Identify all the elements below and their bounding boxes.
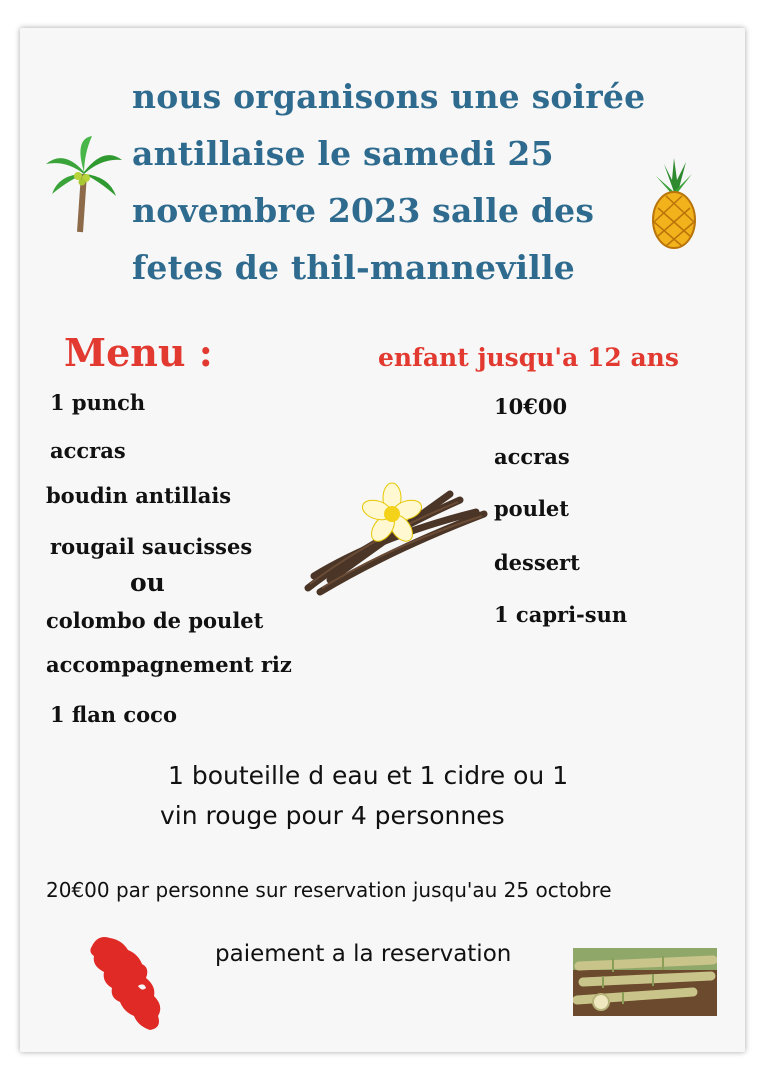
drinks-line: 1 bouteille d eau et 1 cidre ou 1: [168, 761, 569, 790]
menu-heading: Menu :: [64, 330, 213, 375]
enfant-item: dessert: [494, 550, 580, 575]
enfant-item: 1 capri-sun: [494, 602, 628, 627]
price-info: 20€00 par personne sur reservation jusqu'au 25 octobre: [46, 878, 612, 902]
enfant-item: 10€00: [494, 394, 568, 419]
martinique-map-icon: [84, 932, 174, 1032]
event-title: [132, 68, 645, 296]
menu-item: 1 punch: [50, 390, 146, 415]
title-line: antillaise le samedi 25: [132, 134, 554, 173]
title-line: nous organisons une soirée: [132, 77, 646, 116]
menu-item: accras: [50, 438, 126, 463]
menu-item: boudin antillais: [46, 483, 232, 508]
menu-item: rougail saucisses: [50, 534, 253, 559]
drinks-line: vin rouge pour 4 personnes: [160, 801, 505, 830]
pineapple-icon: [646, 158, 702, 250]
vanilla-flower-illustration: [300, 480, 490, 598]
menu-item: colombo de poulet: [46, 608, 264, 633]
enfant-item: poulet: [494, 496, 569, 521]
enfant-item: accras: [494, 444, 570, 469]
enfant-heading: enfant jusqu'a 12 ans: [378, 343, 679, 372]
title-line: novembre 2023 salle des: [132, 191, 595, 230]
menu-item: 1 flan coco: [50, 702, 177, 727]
flyer-card: [20, 28, 745, 1052]
palm-tree-icon: [44, 134, 124, 234]
sugarcane-photo: [573, 948, 717, 1016]
title-line: fetes de thil-manneville: [132, 248, 575, 287]
menu-item-or: ou: [130, 568, 165, 597]
drinks-info: [160, 756, 568, 836]
menu-item: accompagnement riz: [46, 652, 292, 677]
payment-info: paiement a la reservation: [215, 941, 512, 967]
